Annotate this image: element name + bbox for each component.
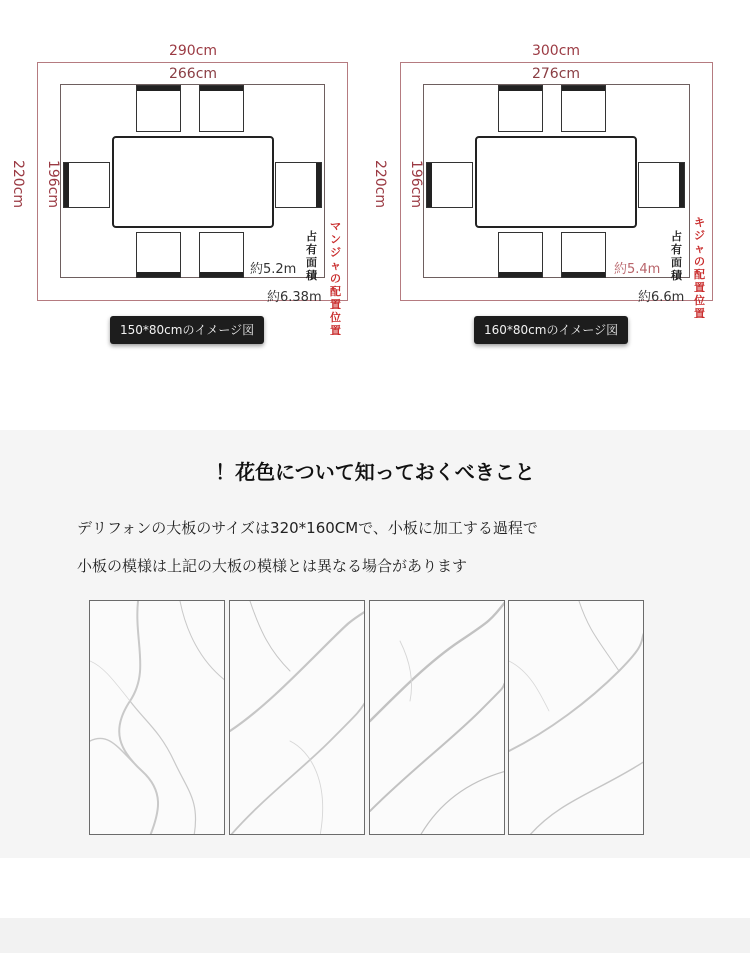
chair	[63, 162, 110, 208]
outer-height-label: 220cm	[372, 159, 389, 209]
layout-diagram-150x80	[0, 0, 375, 380]
area-small-label: 約5.4m	[614, 262, 661, 277]
caption-badge: 150*80cmのイメージ図	[110, 316, 264, 344]
inner-width-label: 276cm	[531, 66, 581, 82]
notice-section	[0, 430, 750, 858]
outer-width-label: 290cm	[168, 43, 218, 59]
chair	[561, 85, 606, 132]
chair	[136, 85, 181, 132]
table-top	[112, 136, 274, 228]
marble-panel	[508, 600, 644, 835]
footer-band	[0, 918, 750, 953]
chair	[638, 162, 685, 208]
layout-diagram-160x80	[362, 0, 737, 380]
chair	[275, 162, 322, 208]
notice-line-2: 小板の模様は上記の大板の模様とは異なる場合があります	[77, 557, 468, 575]
area-small-label: 約5.2m	[250, 262, 297, 277]
outer-height-label: 220cm	[10, 159, 27, 209]
chair	[199, 232, 244, 278]
chair	[136, 232, 181, 278]
occupied-area-label: 占有面積	[306, 230, 317, 282]
area-large-label: 約6.38m	[267, 290, 322, 305]
chair	[498, 232, 543, 278]
marble-panel	[369, 600, 505, 835]
inner-width-label: 266cm	[168, 66, 218, 82]
notice-title: ！花色について知っておくべきこと	[215, 460, 535, 484]
table-top	[475, 136, 637, 228]
notice-line-1: デリフォンの大板のサイズは320*160CMで、小板に加工する過程で	[77, 519, 538, 537]
chair	[426, 162, 473, 208]
inner-height-label: 196cm	[45, 159, 62, 209]
marble-panel	[89, 600, 225, 835]
caption-badge: 160*80cmのイメージ図	[474, 316, 628, 344]
area-large-label: 約6.6m	[638, 290, 685, 305]
outer-width-label: 300cm	[531, 43, 581, 59]
chair	[498, 85, 543, 132]
marble-panel	[229, 600, 365, 835]
chair	[561, 232, 606, 278]
occupied-area-label: 占有面積	[671, 230, 682, 282]
spacing-label: キジャの配置位置	[694, 216, 705, 320]
inner-height-label: 196cm	[408, 159, 425, 209]
chair	[199, 85, 244, 132]
spacing-label: マンジャの配置位置	[330, 220, 341, 337]
